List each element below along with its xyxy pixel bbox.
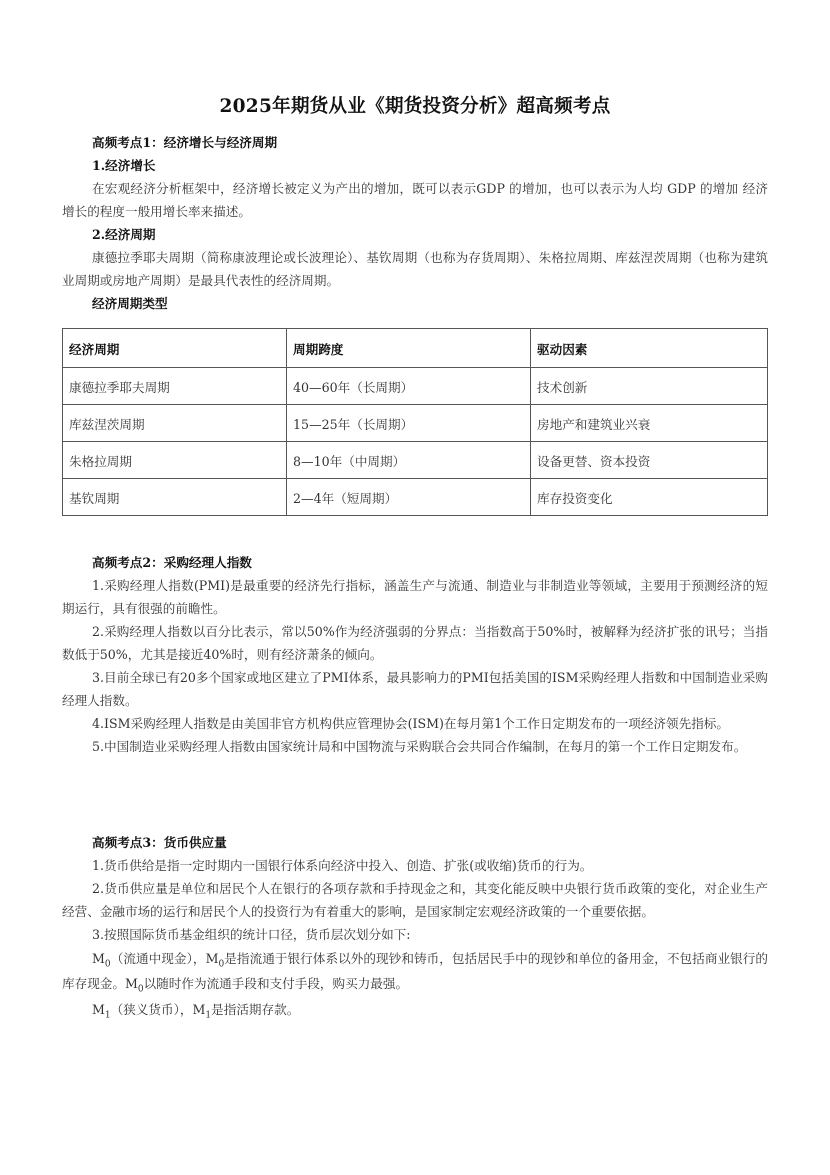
table-cell: 设备更替、资本投资: [531, 442, 768, 479]
m0-definition: [62, 946, 768, 996]
m0-subscript: 0: [137, 984, 144, 995]
table-cell: 40—60年（长周期）: [287, 368, 531, 405]
m0-note: 以随时作为流通手段和支付手段，购买力最强。: [143, 976, 409, 991]
table-caption: 经济周期类型: [92, 296, 168, 311]
pmi-point: 2.采购经理人指数以百分比表示，常以50%作为经济强弱的分界点：当指数高于50%时，被解释为经济扩张的讯号；当指数低于50%，尤其是接近40%时，则有经济萧条的倾向。: [62, 624, 768, 662]
table-row: [63, 479, 768, 516]
table-row: [63, 442, 768, 479]
cycle-types-table: [62, 328, 768, 516]
m0-symbol: M: [205, 951, 219, 966]
table-cell: 朱格拉周期: [63, 442, 287, 479]
table-row: [63, 405, 768, 442]
m1-symbol: M: [92, 1002, 105, 1017]
pmi-point: 5.中国制造业采购经理人指数由国家统计局和中国物流与采购联合会共同合作编制，在每月的第一个工作日定期发布。: [92, 739, 747, 754]
money-point: 3.按照国际货币基金组织的统计口径，货币层次划分如下:: [92, 927, 411, 942]
m0-label: （流通中现金），: [110, 951, 206, 966]
m1-definition: [62, 998, 768, 1021]
table-cell: 库兹涅茨周期: [63, 405, 287, 442]
m1-description: 是指活期存款。: [211, 1002, 300, 1017]
table-header-cell: 经济周期: [63, 329, 287, 368]
document-title: 2025年期货从业《期货投资分析》超高频考点: [219, 96, 611, 117]
table-header-row: [63, 329, 768, 368]
table-cell: 库存投资变化: [531, 479, 768, 516]
section-pmi: [62, 551, 768, 758]
paragraph-growth: 在宏观经济分析框架中，经济增长被定义为产出的增加，既可以表示GDP 的增加，也可以表示为人均 GDP 的增加 经济增长的程度一般用增长率来描述。: [62, 181, 768, 219]
pmi-point: 4.ISM采购经理人指数是由美国非官方机构供应管理协会(ISM)在每月第1个工作日定期发布的一项经济领先指标。: [92, 716, 729, 731]
section-heading: 高频考点2：采购经理人指数: [92, 555, 252, 570]
table-row: [63, 368, 768, 405]
table-cell: 技术创新: [531, 368, 768, 405]
m1-subscript: 1: [104, 1010, 111, 1021]
table-cell: 8—10年（中周期）: [287, 442, 531, 479]
subheading-growth: 1.经济增长: [92, 158, 156, 173]
section-economic-growth: [62, 131, 768, 315]
section-money-supply: [62, 831, 768, 1021]
table-header-cell: 驱动因素: [531, 329, 768, 368]
m0-subscript: 0: [218, 959, 225, 970]
table-cell: 15—25年（长周期）: [287, 405, 531, 442]
table-cell: 2—4年（短周期）: [287, 479, 531, 516]
section-heading: 高频考点3：货币供应量: [92, 835, 227, 850]
table-header-cell: 周期跨度: [287, 329, 531, 368]
m1-label: （狭义货币），: [110, 1002, 193, 1017]
subheading-cycle: 2.经济周期: [92, 227, 156, 242]
paragraph-cycle: 康德拉季耶夫周期（简称康波理论或长波理论）、基钦周期（也称为存货周期）、朱格拉周期、库兹涅茨周期（也称为建筑业周期或房地产周期）是最具代表性的经济周期。: [62, 250, 768, 288]
table-cell: 康德拉季耶夫周期: [63, 368, 287, 405]
m0-description: 是指流通于银行体系以外的现钞和铸币，包括居民手中的现钞和单位的备用金，不包括商业银行的库存现金。: [62, 951, 769, 991]
m1-symbol: M: [192, 1002, 206, 1017]
money-point: 2.货币供应量是单位和居民个人在银行的各项存款和手持现金之和，其变化能反映中央银行货币政策的变化，对企业生产经营、金融市场的运行和居民个人的投资行为有着重大的影响，是国家制定宏观经济政策的一个重要依据。: [62, 881, 768, 919]
m1-subscript: 1: [205, 1010, 212, 1021]
table-cell: 房地产和建筑业兴衰: [531, 405, 768, 442]
m0-symbol: M: [92, 951, 105, 966]
pmi-point: 3.目前全球已有20多个国家或地区建立了PMI体系，最具影响力的PMI包括美国的ISM采购经理人指数和中国制造业采购经理人指数。: [62, 670, 768, 708]
money-point: 1.货币供给是指一定时期内一国银行体系向经济中投入、创造、扩张(或收缩)货币的行为。: [92, 858, 593, 873]
pmi-point: 1.采购经理人指数(PMI)是最重要的经济先行指标，涵盖生产与流通、制造业与非制造业等领域，主要用于预测经济的短期运行，具有很强的前瞻性。: [62, 578, 768, 616]
m0-symbol: M: [124, 976, 138, 991]
section-heading: 高频考点1：经济增长与经济周期: [92, 135, 278, 150]
table-cell: 基钦周期: [63, 479, 287, 516]
m0-subscript: 0: [104, 959, 111, 970]
